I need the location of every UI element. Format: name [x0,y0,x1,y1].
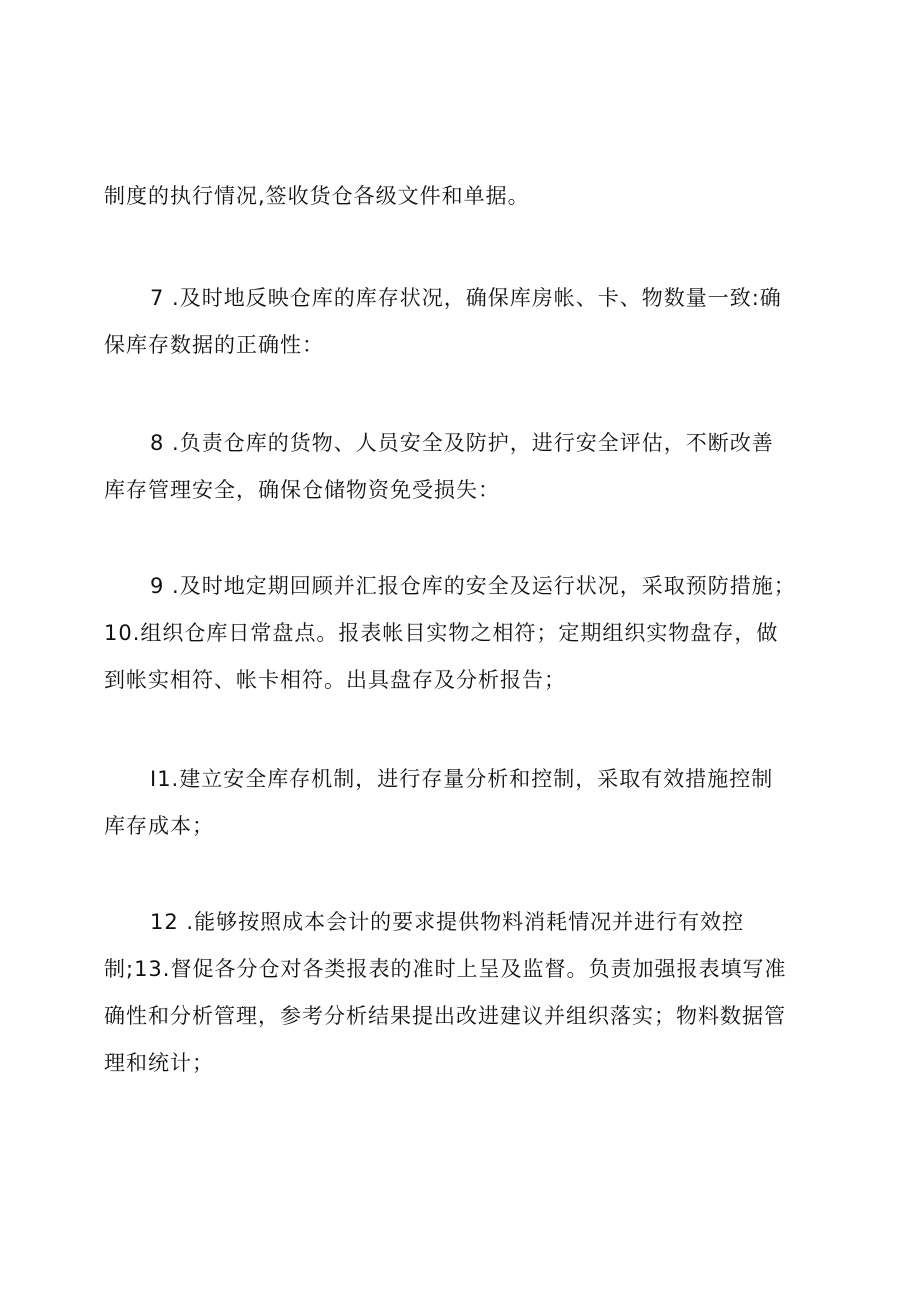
paragraph-item-11 [104,756,820,850]
text-line: 10.组织仓库日常盘点。报表帐目实物之相符；定期组织实物盘存，做 [104,621,779,645]
text-line: 库存管理安全，确保仓储物资免受损失： [104,478,500,502]
text-line: I1.建立安全库存机制，进行存量分析和控制，采取有效措施控制 [150,767,774,791]
paragraph-item-7 [104,275,820,369]
text-line: 制;13.督促各分仓对各类报表的准时上呈及监督。负责加强报表填写准 [104,957,787,981]
text-line: 保库存数据的正确性： [104,333,324,357]
text-line: 到帐实相符、帐卡相符。出具盘存及分析报告； [104,668,566,692]
paragraph-item-8 [104,420,820,514]
text-line: 12 .能够按照成本会计的要求提供物料消耗情况并进行有效控 [150,910,745,934]
paragraph-item-9-10 [104,563,820,704]
text-line: 8 .负责仓库的货物、人员安全及防护，进行安全评估，不断改善 [150,431,774,455]
paragraph-continuation [104,173,820,220]
text-line: 7 .及时地反映仓库的库存状况，确保库房帐、卡、物数量一致:确 [150,286,782,310]
text-line: 制度的执行情况,签收货仓各级文件和单据。 [104,184,530,208]
text-line: 理和统计； [104,1051,214,1075]
text-line: 库存成本； [104,814,214,838]
paragraph-item-12-13 [104,899,820,1087]
text-line: 确性和分析管理，参考分析结果提出改进建议并组织落实；物料数据管 [104,1004,786,1028]
text-line: 9 .及时地定期回顾并汇报仓库的安全及运行状况，采取预防措施； [150,574,796,598]
